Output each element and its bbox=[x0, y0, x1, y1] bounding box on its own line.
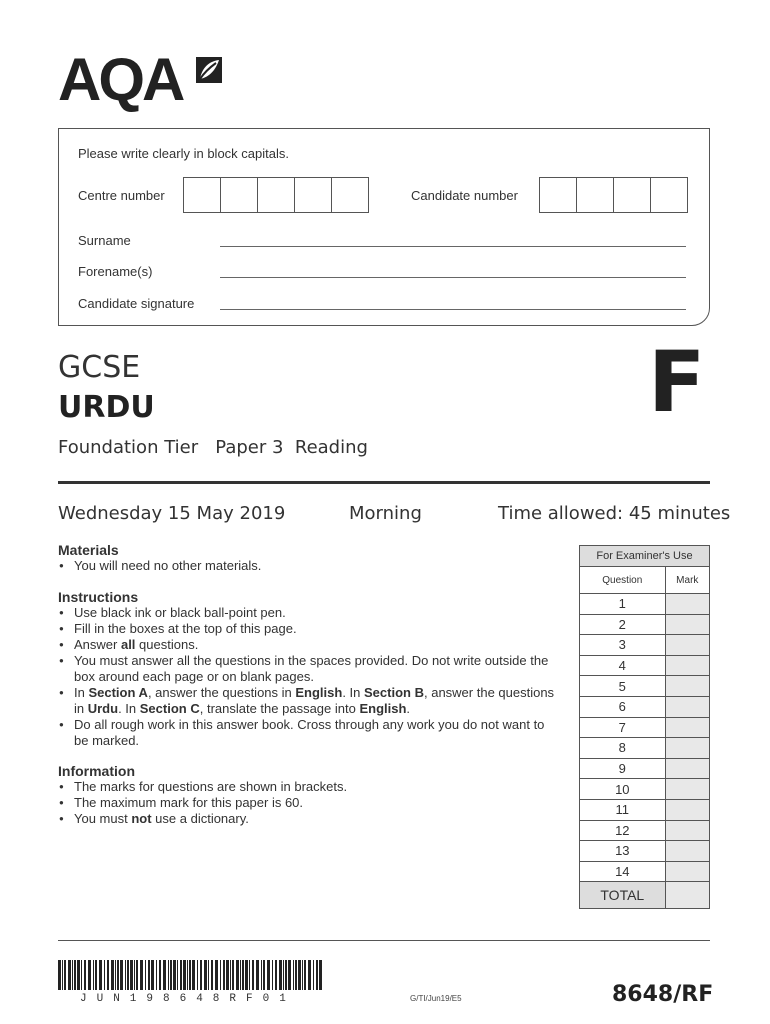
barcode-bar bbox=[77, 960, 80, 990]
mark-cell bbox=[665, 676, 709, 697]
barcode-bar bbox=[189, 960, 191, 990]
mark-cell bbox=[665, 799, 709, 820]
barcode-bar bbox=[145, 960, 146, 990]
surname-line[interactable] bbox=[220, 245, 686, 247]
paper-code: 8648/RF bbox=[612, 982, 714, 1007]
information-item: ● The marks for questions are shown in brackets. bbox=[58, 779, 558, 795]
candidate-digit-box[interactable] bbox=[650, 177, 688, 213]
question-number: 5 bbox=[580, 676, 666, 697]
barcode-bar bbox=[104, 960, 105, 990]
barcode-bar bbox=[170, 960, 172, 990]
question-number: 2 bbox=[580, 614, 666, 635]
barcode-bar bbox=[272, 960, 273, 990]
barcode-bar bbox=[74, 960, 76, 990]
barcode-bar bbox=[125, 960, 126, 990]
mark-cell bbox=[665, 635, 709, 656]
title-divider bbox=[58, 481, 710, 484]
mark-column-header: Mark bbox=[665, 567, 709, 594]
information-section bbox=[58, 763, 558, 827]
forename-label: Forename(s) bbox=[78, 264, 153, 279]
paper-reference: G/TI/Jun19/E5 bbox=[410, 994, 462, 1003]
barcode-bar bbox=[220, 960, 221, 990]
barcode-bar bbox=[283, 960, 284, 990]
instruction-item: ● You must answer all the questions in the spaces provided. Do not write outside the box around each page or on blank pages. bbox=[58, 653, 558, 685]
barcode-bar bbox=[168, 960, 169, 990]
barcode-bar bbox=[117, 960, 119, 990]
examiner-row bbox=[580, 861, 710, 882]
barcode-bar bbox=[316, 960, 318, 990]
barcode-bar bbox=[148, 960, 150, 990]
barcode-bar bbox=[58, 960, 61, 990]
mark-cell bbox=[665, 594, 709, 615]
question-number: 7 bbox=[580, 717, 666, 738]
examiner-row bbox=[580, 779, 710, 800]
examiner-row bbox=[580, 655, 710, 676]
mark-cell bbox=[665, 614, 709, 635]
question-number: 13 bbox=[580, 841, 666, 862]
barcode-bar bbox=[197, 960, 198, 990]
candidate-digit-box[interactable] bbox=[613, 177, 651, 213]
barcode-bar bbox=[236, 960, 239, 990]
barcode-bar bbox=[140, 960, 143, 990]
candidate-number-boxes[interactable] bbox=[540, 177, 688, 213]
examiner-row bbox=[580, 696, 710, 717]
aqa-logo: AQA bbox=[58, 46, 183, 113]
barcode-bar bbox=[308, 960, 311, 990]
centre-number-boxes[interactable] bbox=[184, 177, 369, 213]
barcode-bar bbox=[99, 960, 102, 990]
question-number: 1 bbox=[580, 594, 666, 615]
question-number: 10 bbox=[580, 779, 666, 800]
barcode-bar bbox=[211, 960, 213, 990]
signature-label: Candidate signature bbox=[78, 296, 195, 311]
candidate-number-label: Candidate number bbox=[411, 188, 518, 203]
mark-cell bbox=[665, 758, 709, 779]
exam-date: Wednesday 15 May 2019 bbox=[58, 503, 286, 524]
barcode-bar bbox=[295, 960, 297, 990]
tier-letter: F bbox=[648, 333, 706, 431]
barcode-bar bbox=[215, 960, 218, 990]
barcode-bar bbox=[136, 960, 138, 990]
candidate-digit-box[interactable] bbox=[539, 177, 577, 213]
barcode-bar bbox=[208, 960, 209, 990]
question-number: 11 bbox=[580, 799, 666, 820]
total-label: TOTAL bbox=[580, 882, 666, 909]
barcode-bar bbox=[156, 960, 157, 990]
mark-cell bbox=[665, 779, 709, 800]
barcode-bar bbox=[279, 960, 282, 990]
barcode-bar bbox=[223, 960, 225, 990]
materials-heading: Materials bbox=[58, 542, 119, 558]
barcode-bar bbox=[62, 960, 63, 990]
barcode-bar bbox=[252, 960, 254, 990]
instruction-item: ● Fill in the boxes at the top of this page. bbox=[58, 621, 558, 637]
barcode-text: JUN198648RF01 bbox=[80, 993, 296, 1005]
question-number: 3 bbox=[580, 635, 666, 656]
barcode-bar bbox=[261, 960, 262, 990]
examiner-row bbox=[580, 799, 710, 820]
barcode-bar bbox=[88, 960, 91, 990]
barcode-bar bbox=[319, 960, 322, 990]
barcode-bar bbox=[95, 960, 97, 990]
mark-cell bbox=[665, 696, 709, 717]
question-column-header: Question bbox=[580, 567, 666, 594]
examiner-row bbox=[580, 841, 710, 862]
candidate-digit-box[interactable] bbox=[576, 177, 614, 213]
instructions-section bbox=[58, 589, 558, 749]
barcode-bar bbox=[293, 960, 294, 990]
barcode-bar bbox=[240, 960, 241, 990]
instruction-item: ● Do all rough work in this answer book. Cross through any work you do not want to be marked. bbox=[58, 717, 558, 749]
barcode-bar bbox=[111, 960, 114, 990]
barcode-bar bbox=[256, 960, 259, 990]
barcode-bar bbox=[298, 960, 301, 990]
barcode-bar bbox=[151, 960, 154, 990]
barcode-bar bbox=[304, 960, 306, 990]
centre-digit-box[interactable] bbox=[257, 177, 295, 213]
barcode bbox=[58, 960, 322, 990]
examiner-row bbox=[580, 594, 710, 615]
barcode-bar bbox=[84, 960, 86, 990]
barcode-bar bbox=[120, 960, 123, 990]
question-number: 6 bbox=[580, 696, 666, 717]
barcode-bar bbox=[275, 960, 277, 990]
barcode-bar bbox=[81, 960, 82, 990]
question-number: 4 bbox=[580, 655, 666, 676]
question-number: 14 bbox=[580, 861, 666, 882]
barcode-bar bbox=[187, 960, 188, 990]
barcode-bar bbox=[93, 960, 94, 990]
centre-digit-box[interactable] bbox=[183, 177, 221, 213]
examiner-row bbox=[580, 820, 710, 841]
examiner-row bbox=[580, 758, 710, 779]
information-item: ● You must not use a dictionary. bbox=[58, 811, 558, 827]
barcode-bar bbox=[163, 960, 166, 990]
barcode-bar bbox=[232, 960, 234, 990]
qualification-level: GCSE bbox=[58, 350, 141, 385]
barcode-bar bbox=[159, 960, 161, 990]
question-number: 12 bbox=[580, 820, 666, 841]
barcode-bar bbox=[204, 960, 207, 990]
materials-section bbox=[58, 542, 558, 574]
barcode-bar bbox=[230, 960, 231, 990]
instruction-item: ● Answer all questions. bbox=[58, 637, 558, 653]
barcode-bar bbox=[192, 960, 195, 990]
barcode-bar bbox=[302, 960, 303, 990]
examiners-use-table bbox=[579, 545, 710, 909]
barcode-bar bbox=[134, 960, 135, 990]
mark-cell bbox=[665, 738, 709, 759]
barcode-bar bbox=[285, 960, 287, 990]
centre-number-label: Centre number bbox=[78, 188, 165, 203]
examiners-use-title: For Examiner's Use bbox=[580, 546, 710, 567]
examiner-row bbox=[580, 676, 710, 697]
mark-cell bbox=[665, 861, 709, 882]
barcode-bar bbox=[242, 960, 244, 990]
barcode-bar bbox=[180, 960, 182, 990]
barcode-bar bbox=[64, 960, 66, 990]
tier-paper-line: Foundation Tier Paper 3 Reading bbox=[58, 437, 368, 458]
information-heading: Information bbox=[58, 763, 135, 779]
barcode-bar bbox=[72, 960, 73, 990]
examiner-row bbox=[580, 614, 710, 635]
mark-cell bbox=[665, 655, 709, 676]
centre-digit-box[interactable] bbox=[220, 177, 258, 213]
examiner-row bbox=[580, 635, 710, 656]
instructions-heading: Instructions bbox=[58, 589, 139, 605]
barcode-bar bbox=[177, 960, 178, 990]
forename-line[interactable] bbox=[220, 276, 686, 278]
barcode-bar bbox=[263, 960, 265, 990]
total-mark-cell bbox=[665, 882, 709, 909]
time-allowed: Time allowed: 45 minutes bbox=[498, 503, 731, 524]
footer-divider bbox=[58, 940, 710, 941]
question-number: 9 bbox=[580, 758, 666, 779]
examiner-row bbox=[580, 717, 710, 738]
barcode-bar bbox=[130, 960, 133, 990]
information-item: ● The maximum mark for this paper is 60. bbox=[58, 795, 558, 811]
exam-session: Morning bbox=[349, 503, 422, 524]
barcode-bar bbox=[245, 960, 248, 990]
materials-item: ● You will need no other materials. bbox=[58, 558, 558, 574]
barcode-bar bbox=[288, 960, 291, 990]
mark-cell bbox=[665, 820, 709, 841]
instruction-item: ● In Section A, answer the questions in English. In Section B, answer the questions in Urdu. In Section C, translate the passage into English. bbox=[58, 685, 558, 717]
instruction-item: ● Use black ink or black ball-point pen. bbox=[58, 605, 558, 621]
centre-digit-box[interactable] bbox=[331, 177, 369, 213]
barcode-bar bbox=[107, 960, 109, 990]
question-number: 8 bbox=[580, 738, 666, 759]
barcode-bar bbox=[127, 960, 129, 990]
surname-label: Surname bbox=[78, 233, 131, 248]
barcode-bar bbox=[200, 960, 202, 990]
signature-line[interactable] bbox=[220, 308, 686, 310]
mark-cell bbox=[665, 841, 709, 862]
examiner-row bbox=[580, 738, 710, 759]
mark-cell bbox=[665, 717, 709, 738]
aqa-leaf-icon bbox=[194, 55, 224, 85]
barcode-bar bbox=[249, 960, 250, 990]
centre-digit-box[interactable] bbox=[294, 177, 332, 213]
block-capitals-instruction: Please write clearly in block capitals. bbox=[78, 146, 289, 161]
barcode-bar bbox=[183, 960, 186, 990]
barcode-bar bbox=[68, 960, 71, 990]
barcode-bar bbox=[267, 960, 270, 990]
subject-title: URDU bbox=[58, 390, 155, 425]
barcode-bar bbox=[173, 960, 176, 990]
barcode-bar bbox=[313, 960, 314, 990]
barcode-bar bbox=[226, 960, 229, 990]
barcode-bar bbox=[115, 960, 116, 990]
